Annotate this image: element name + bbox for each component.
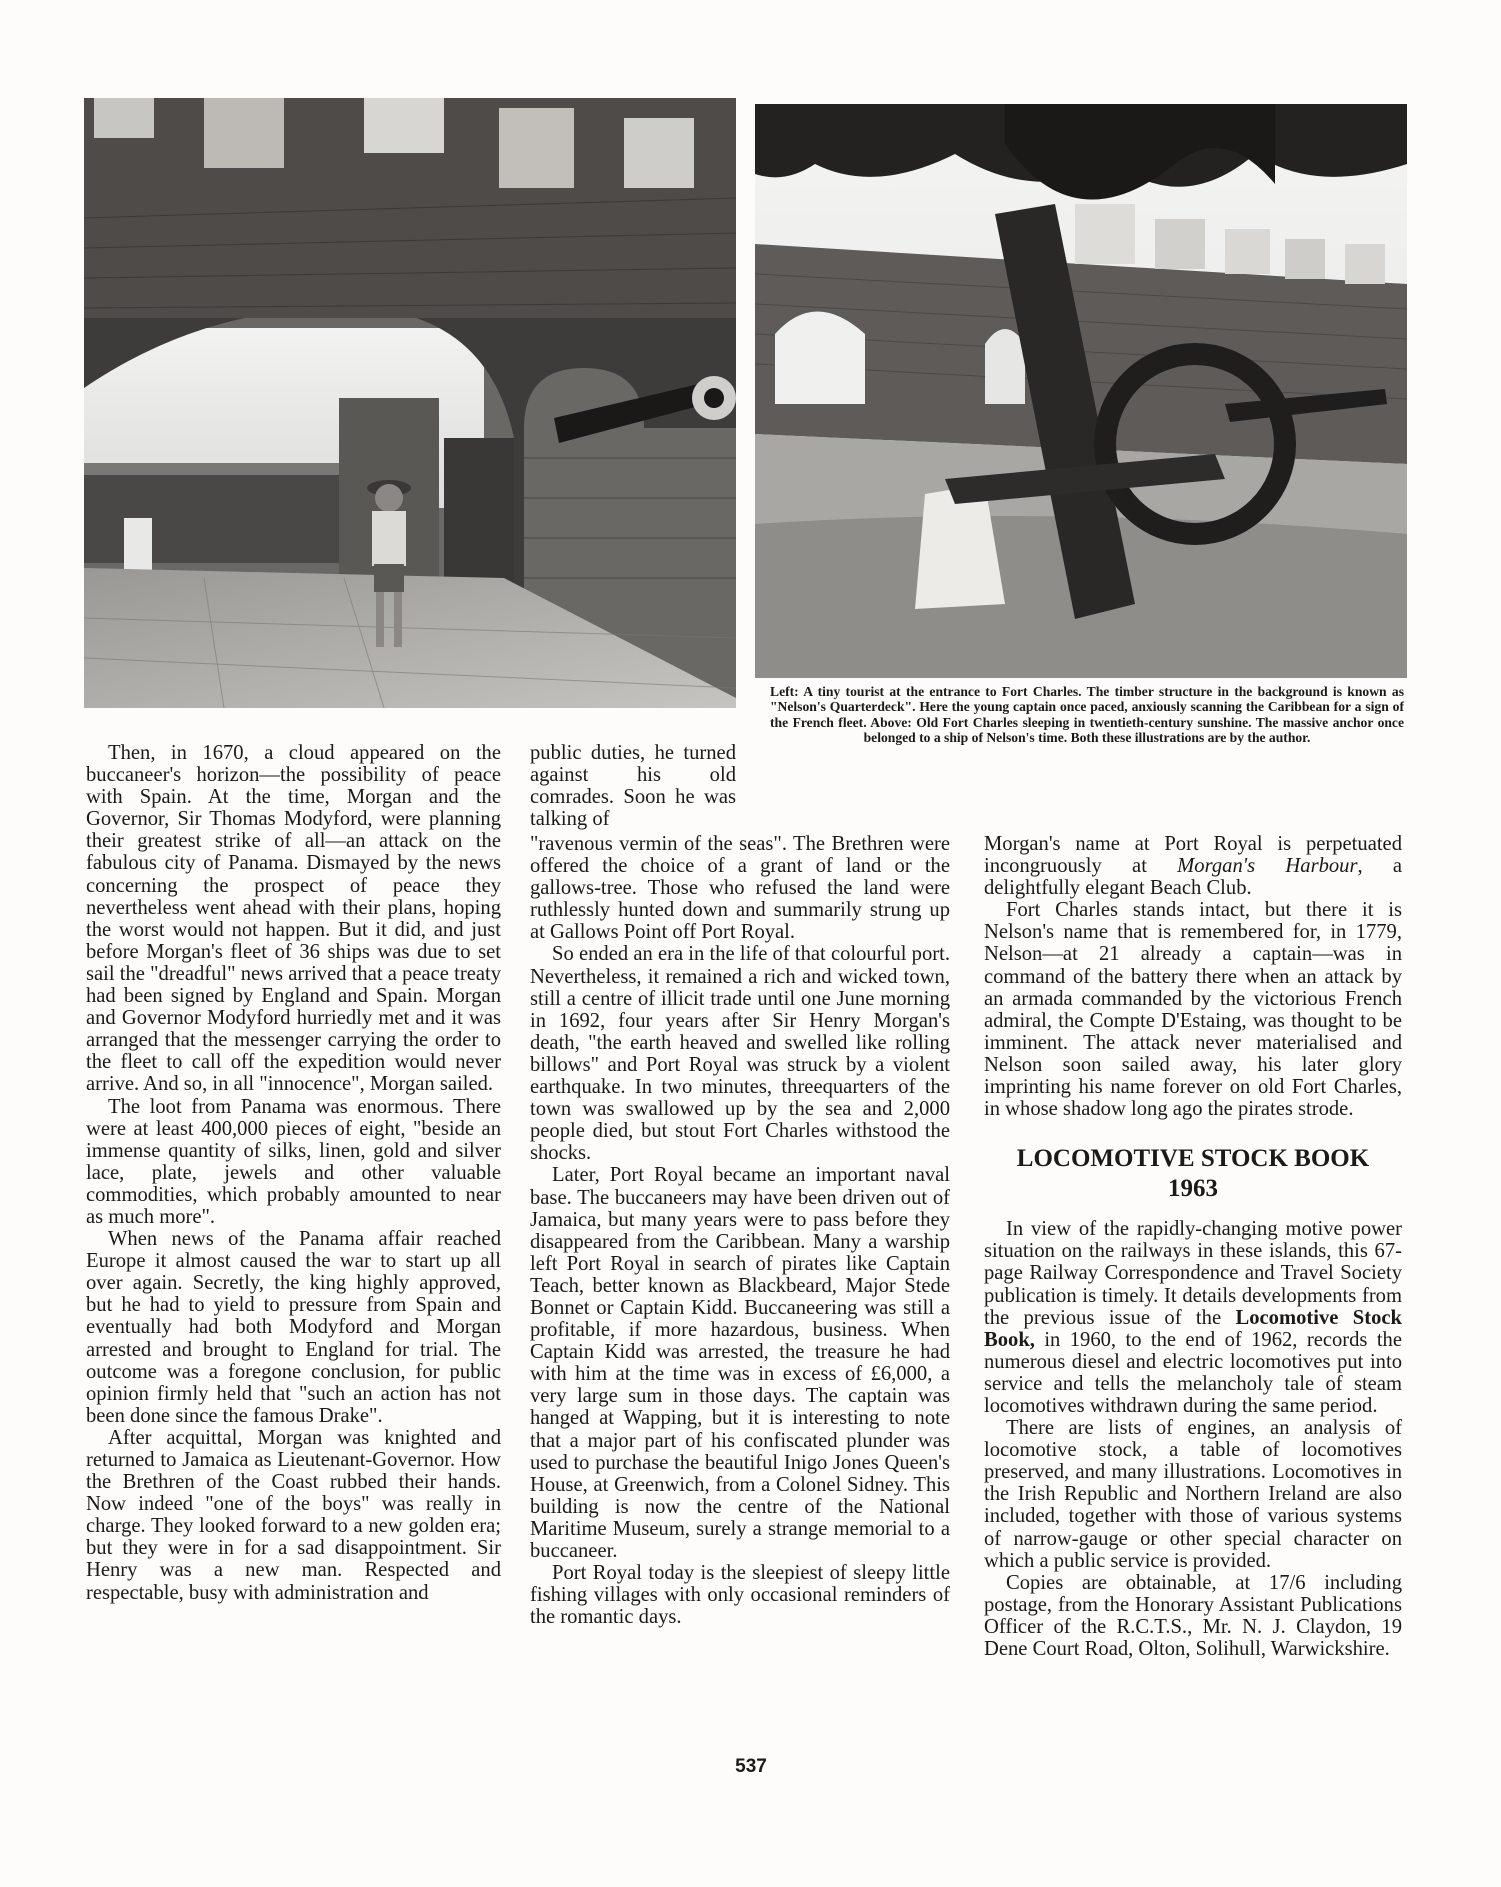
book-title-bold: Locomotive Stock Book, bbox=[984, 1306, 1403, 1351]
paragraph: Port Royal today is the sleepiest of sleepy little fishing villages with only occasional reminders of the romantic days. bbox=[530, 1562, 950, 1629]
morgans-harbour-italic: Morgan's Harbour bbox=[1177, 855, 1358, 878]
paragraph: Fort Charles stands intact, but there it is Nelson's name that is remembered for, in 1779, Nelson—at 21 already a captain—was in command of the battery there when an attack by an armada commanded by the victorious French admiral, the Compte D'Estaing, was thought to be imminent. The attack never materialised and Nelson soon sailed away, his later glory imprinting his name forever on old Fort Charles, in whose shadow long ago the pirates strode. bbox=[984, 899, 1402, 1121]
section-heading bbox=[984, 1144, 1402, 1204]
paragraph: There are lists of engines, an analysis of locomotive stock, a table of locomotives preserved, and many illustrations. Locomotives in the Irish Republic and Northern Ireland are also included, together with those of various systems of narrow-gauge or other special character on which a public service is provided. bbox=[984, 1417, 1402, 1572]
paragraph bbox=[984, 1218, 1402, 1417]
paragraph: public duties, he turned against his old comrades. Soon he was talking of bbox=[530, 742, 736, 831]
paragraph bbox=[984, 833, 1402, 899]
text-run: In view of the rapidly-changing motive power situation on the railways in these islands, this 67-page Railway Correspondence and Travel Society publication is timely. It details developments from the previous issue of the bbox=[984, 1218, 1402, 1329]
page-number: 537 bbox=[735, 1756, 767, 1777]
paragraph: The loot from Panama was enormous. There were at least 400,000 pieces of eight, "beside an immense quantity of silks, linen, gold and silver lace, plate, jewels and other valuable commodities, which probably amounted to near as much more". bbox=[86, 1095, 501, 1228]
text-run: Morgan's name at Port Royal is perpetuated incongruously at bbox=[984, 833, 1402, 878]
heading-line-1: LOCOMOTIVE STOCK BOOK bbox=[1016, 1145, 1370, 1173]
paragraph: Then, in 1670, a cloud appeared on the buccaneer's horizon—the possibility of peace with Spain. At the time, Morgan and the Governor, Sir Thomas Modyford, were planning their greatest strike of all—an attack on the fabulous city of Panama. Dismayed by the news concerning the prospect of peace they nevertheless went ahead with their plans, hoping the worst would not happen. But it did, and just before Morgan's fleet of 36 ships was due to set sail the "dreadful" news arrived that a peace treaty had been signed by England and Spain. Morgan and Governor Modyford hurriedly met and it was arranged that the messenger carrying the order to the fleet to call off the expedition would never arrive. And so, in all "innocence", Morgan sailed. bbox=[86, 742, 501, 1096]
heading-line-2: 1963 bbox=[1168, 1175, 1218, 1203]
paragraph: Copies are obtainable, at 17/6 including postage, from the Honorary Assistant Publications Officer of the R.C.T.S., Mr. N. J. Claydon, 19 Dene Court Road, Olton, Solihull, Warwickshire. bbox=[984, 1571, 1402, 1660]
paragraph: Later, Port Royal became an important naval base. The buccaneers may have been driven out of Jamaica, but many years were to pass before they disappeared from the Caribbean. Many a warship left Port Royal in search of pirates like Captain Teach, better known as Blackbeard, Major Stede Bonnet or Captain Kidd. Buccaneering was still a profitable, if more hazardous, business. When Captain Kidd was arrested, the treasure he had with him at the time was in excess of £6,000, a very large sum in those days. The captain was hanged at Wapping, but it is interesting to note that a major part of his confiscated plunder was used to purchase the beautiful Inigo Jones Queen's House, at Greenwich, from a Colonel Sidney. This building is now the centre of the National Maritime Museum, surely a strange memorial to a buccaneer. bbox=[530, 1164, 950, 1562]
text-run: , a delightfully elegant Beach Club. bbox=[984, 855, 1402, 900]
article-column-2 bbox=[530, 833, 950, 1628]
paragraph: When news of the Panama affair reached Europe it almost caused the war to start up all over again. Secretly, the king highly approved, but he had to yield to pressure from Spain and eventually had both Modyford and Morgan arrested and brought to England for trial. The outcome was a foregone conclusion, for public opinion firmly held that "such an action has not been done since the famous Drake". bbox=[86, 1228, 501, 1427]
photo-caption: Left: A tiny tourist at the entrance to Fort Charles. The timber structure in the background is known as "Nelson's Quarterdeck". Here the young captain once paced, anxiously scanning the Caribbean for a sign of the French fleet. Above: Old Fort Charles sleeping in twentieth-century sunshine. The massive anchor once belonged to a ship of Nelson's time. Both these illustrations are by the author. bbox=[770, 684, 1404, 746]
article-column-2-top bbox=[530, 742, 736, 830]
article-column-3 bbox=[984, 833, 1402, 1660]
text-run: in 1960, to the end of 1962, records the numerous diesel and electric locomotives put into service and tells the melancholy tale of steam locomotives withdrawn during the same period. bbox=[984, 1328, 1402, 1417]
photo-fort-entrance bbox=[84, 98, 736, 708]
photo-fort-anchor bbox=[755, 104, 1407, 678]
paragraph: After acquittal, Morgan was knighted and returned to Jamaica as Lieutenant-Governor. How the Brethren of the Coast rubbed their hands. Now indeed "one of the boys" was really in charge. They looked forward to a new golden era; but they were in for a sad disappointment. Sir Henry was a new man. Respected and respectable, busy with administration and bbox=[86, 1426, 501, 1604]
paragraph: So ended an era in the life of that colourful port. Nevertheless, it remained a rich and wicked town, still a centre of illicit trade until one June morning in 1692, four years after Sir Henry Morgan's death, "the earth heaved and swelled like rolling billows" and Port Royal was struck by a violent earthquake. In two minutes, threequarters of the town was swallowed up by the sea and 2,000 people died, but stout Fort Charles withstood the shocks. bbox=[530, 943, 950, 1165]
article-column-1 bbox=[86, 742, 501, 1604]
paragraph: "ravenous vermin of the seas". The Brethren were offered the choice of a grant of land or the gallows-tree. Those who refused the land were ruthlessly hunted down and summarily strung up at Gallows Point off Port Royal. bbox=[530, 833, 950, 944]
